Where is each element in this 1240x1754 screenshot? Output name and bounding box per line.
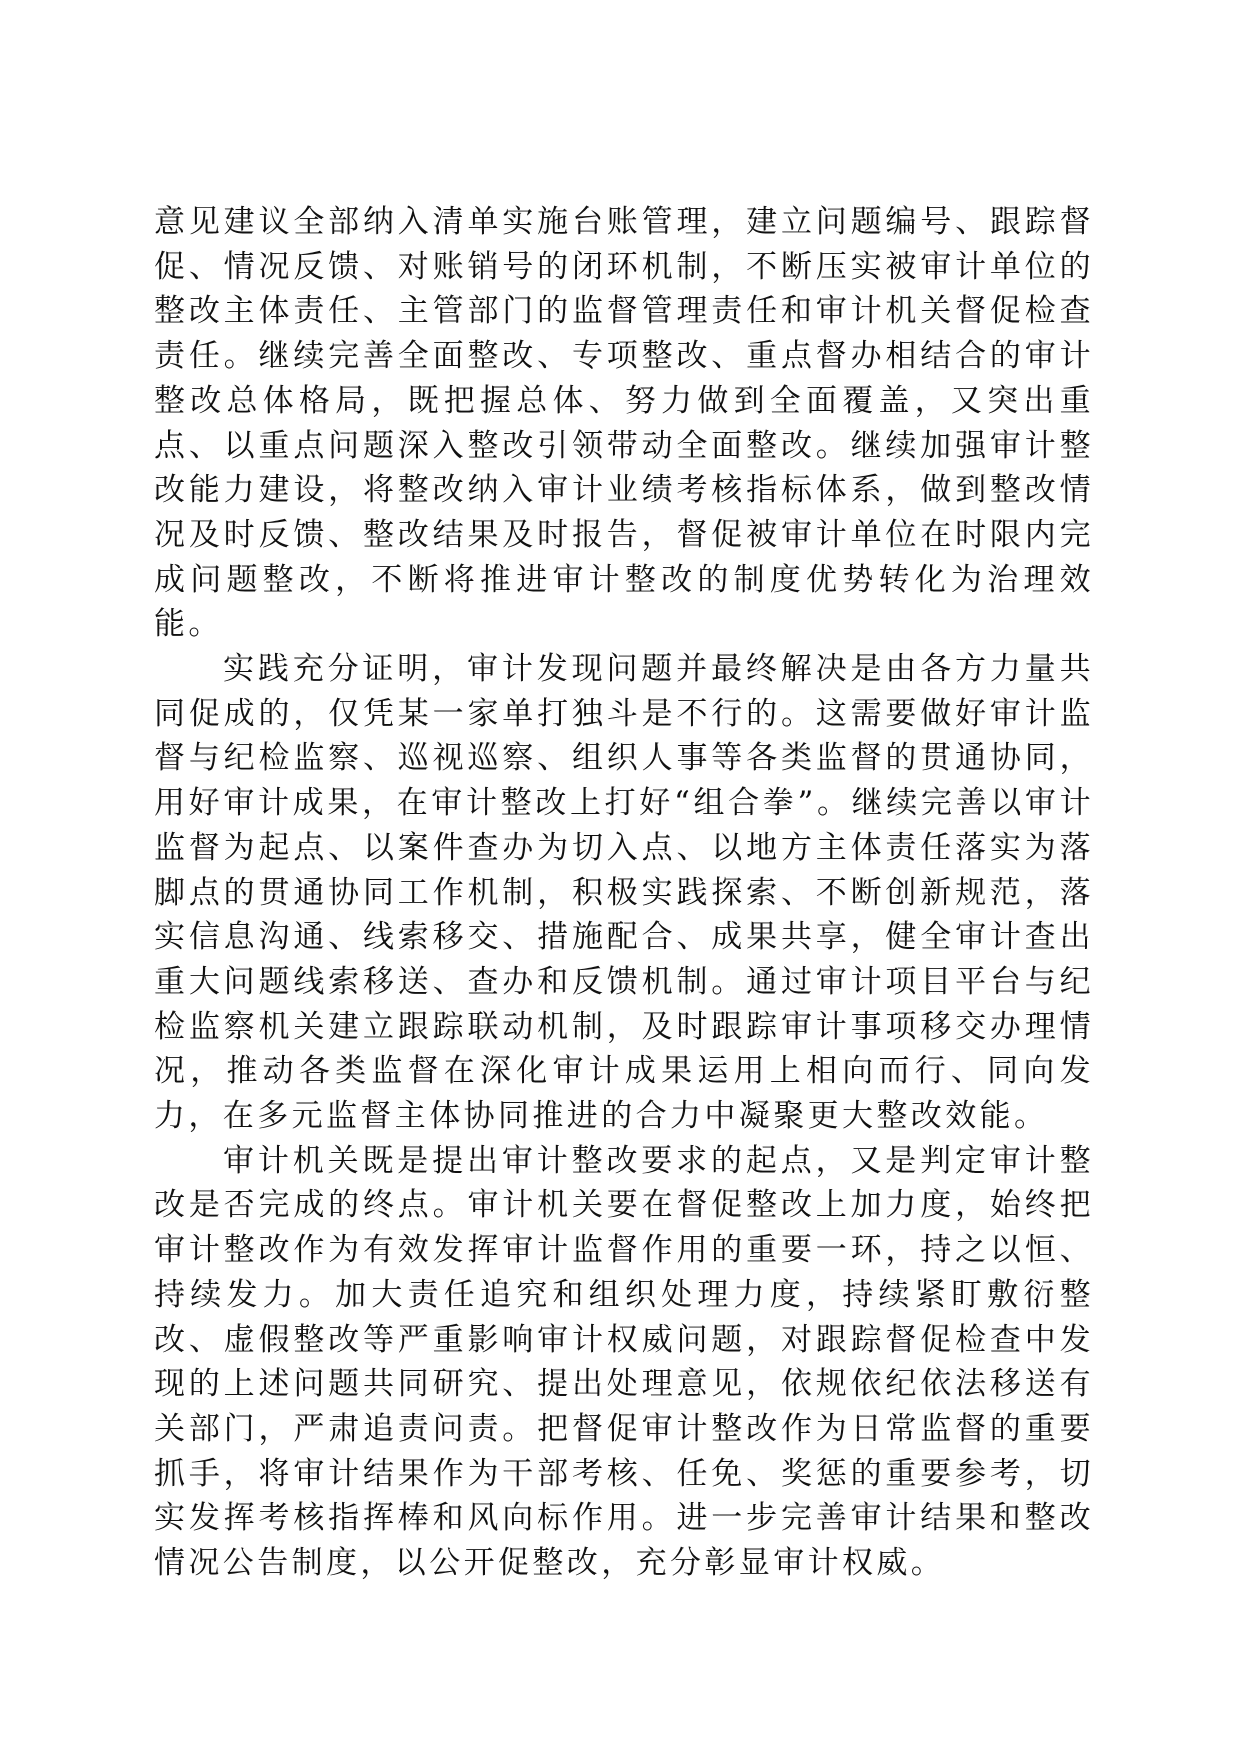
- paragraph-practice: 实践充分证明，审计发现问题并最终解决是由各方力量共同促成的，仅凭某一家单打独斗是不行的。这需要做好审计监督与纪检监察、巡视巡察、组织人事等各类监督的贯通协同，用好审计成果，在审计整改上打好“组合拳”。继续完善以审计监督为起点、以案件查办为切入点、以地方主体责任落实为落脚点的贯通协同工作机制，积极实践探索、不断创新规范，落实信息沟通、线索移交、措施配合、成果共享，健全审计查出重大问题线索移送、查办和反馈机制。通过审计项目平台与纪检监察机关建立跟踪联动机制，及时跟踪审计事项移交办理情况，推动各类监督在深化审计成果运用上相向而行、同向发力，在多元监督主体协同推进的合力中凝聚更大整改效能。: [154, 651, 1094, 1135]
- document-body: [154, 200, 1094, 1586]
- paragraph-continued: 意见建议全部纳入清单实施台账管理，建立问题编号、跟踪督促、情况反馈、对账销号的闭环机制，不断压实被审计单位的整改主体责任、主管部门的监督管理责任和审计机关督促检查责任。继续完善全面整改、专项整改、重点督办相结合的审计整改总体格局，既把握总体、努力做到全面覆盖，又突出重点、以重点问题深入整改引领带动全面整改。继续加强审计整改能力建设，将整改纳入审计业绩考核指标体系，做到整改情况及时反馈、整改结果及时报告，督促被审计单位在时限内完成问题整改，不断将推进审计整改的制度优势转化为治理效能。: [154, 204, 1094, 643]
- paragraph-audit-authority: 审计机关既是提出审计整改要求的起点，又是判定审计整改是否完成的终点。审计机关要在督促整改上加力度，始终把审计整改作为有效发挥审计监督作用的重要一环，持之以恒、持续发力。加大责任追究和组织处理力度，持续紧盯敷衍整改、虚假整改等严重影响审计权威问题，对跟踪督促检查中发现的上述问题共同研究、提出处理意见，依规依纪依法移送有关部门，严肃追责问责。把督促审计整改作为日常监督的重要抓手，将审计结果作为干部考核、任免、奖惩的重要参考，切实发挥考核指挥棒和风向标作用。进一步完善审计结果和整改情况公告制度，以公开促整改，充分彰显审计权威。: [154, 1142, 1094, 1582]
